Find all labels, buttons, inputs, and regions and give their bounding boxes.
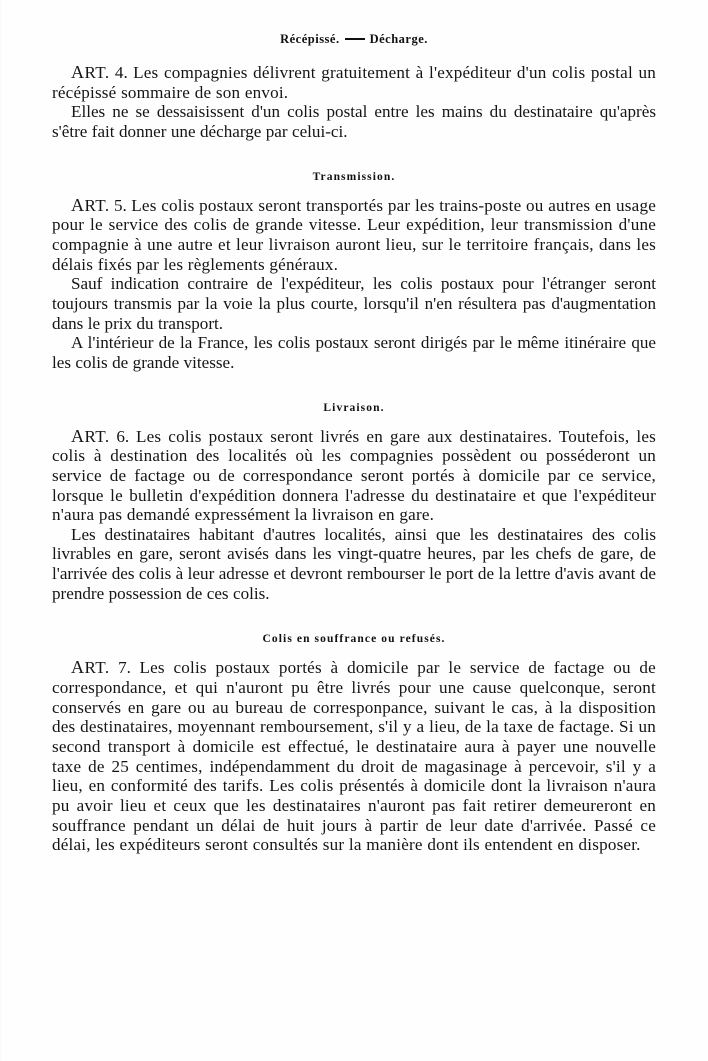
article-text: Elles ne se dessaisissent d'un colis postal entre les mains du destinataire qu'après s'être fait donner une décharge par celui-ci. — [52, 102, 656, 141]
running-head-right: Décharge. — [369, 32, 428, 46]
article-label: ART. — [71, 62, 110, 82]
article-paragraph — [52, 47, 656, 102]
section-heading-colis-en-souffrance: Colis en souffrance ou refusés. — [262, 633, 446, 646]
article-text: Sauf indication contraire de l'expéditeur, les colis postaux pour l'étranger seront toujours transmis par la voie la plus courte, lorsqu'il n'en résultera pas d'augmentation dans le prix du transport. — [52, 274, 656, 333]
article-number: 5. — [113, 195, 127, 215]
article-text: A l'intérieur de la France, les colis postaux seront dirigés par le même itinéraire que les colis de grande vitesse. — [52, 333, 656, 372]
article-label: ART. — [71, 194, 110, 215]
article-text: Les colis postaux portés à domicile par le service de factage ou de correspondance, et qui n'auront pu être livrés pour une cause quelconque, seront conservés en gare ou au bureau de corresponpance, suivant le cas, à la disposition des destinataires, moyennant remboursement, s'il y a lieu, de la taxe de factage. Si un second transport à domicile est effectué, le destinataire aura à payer une nouvelle taxe de 25 centimes, indépendamment du droit de magasinage à percevoir, s'il y a lieu, en conformité des tarifs. Les colis présentés à domicile dont la livraison n'aura pu avoir lieu et ceux que les destinataires n'auront pas fait retirer demeureront en souffrance pendant un délai de huit jours à partir de leur date d'arrivée. Passé ce délai, les expéditeurs seront consultés sur la manière dont ils entendent en disposer. — [52, 658, 656, 855]
article-paragraph — [52, 414, 656, 525]
article-paragraph — [52, 102, 656, 141]
text-column — [52, 0, 656, 855]
section-heading-transmission: Transmission. — [312, 170, 396, 183]
article-paragraph — [52, 525, 656, 604]
article-paragraph — [52, 333, 656, 372]
running-head-left: Récépissé. — [280, 32, 340, 46]
article-text: Les destinataires habitant d'autres localités, ainsi que les destinataires des colis livrables en gare, seront avisés dans les vingt-quatre heures, par les chefs de gare, de l'arrivée des colis à leur adresse et devront rembourser le port de la lettre d'avis avant de prendre possession de ces colis. — [52, 524, 656, 603]
article-number: 7. — [118, 658, 131, 678]
article-number: 6. — [116, 426, 130, 446]
article-text: Les colis postaux seront transportés par les trains-poste ou autres en usage pour le service des colis de grande vitesse. Leur expédition, leur transmission d'une compagnie à une autre et leur livraison auront lieu, sur le territoire français, dans les délais fixés par les règlements généraux. — [52, 195, 656, 274]
article-paragraph — [52, 645, 656, 855]
article-text: Les colis postaux seront livrés en gare aux destinataires. Toutefois, les colis à destination des localités où les compagnies possèdent ou posséderont un service de factage ou de correspondance seront portés à domicile par ce service, lorsque le bulletin d'expédition donnera l'adresse du destinataire et que l'expéditeur n'aura pas demandé expressément la livraison en gare. — [52, 426, 656, 525]
article-paragraph — [52, 183, 656, 275]
article-text: Les compagnies délivrent gratuitement à l'expéditeur d'un colis postal un récépissé sommaire de son envoi. — [52, 63, 656, 102]
article-label: ART. — [71, 425, 110, 446]
article-paragraph — [52, 274, 656, 333]
article-label: ART. — [71, 657, 110, 678]
section-heading-livraison: Livraison. — [323, 401, 385, 414]
article-number: 4. — [114, 63, 128, 82]
running-head — [52, 0, 656, 47]
running-head-rule — [345, 38, 365, 40]
